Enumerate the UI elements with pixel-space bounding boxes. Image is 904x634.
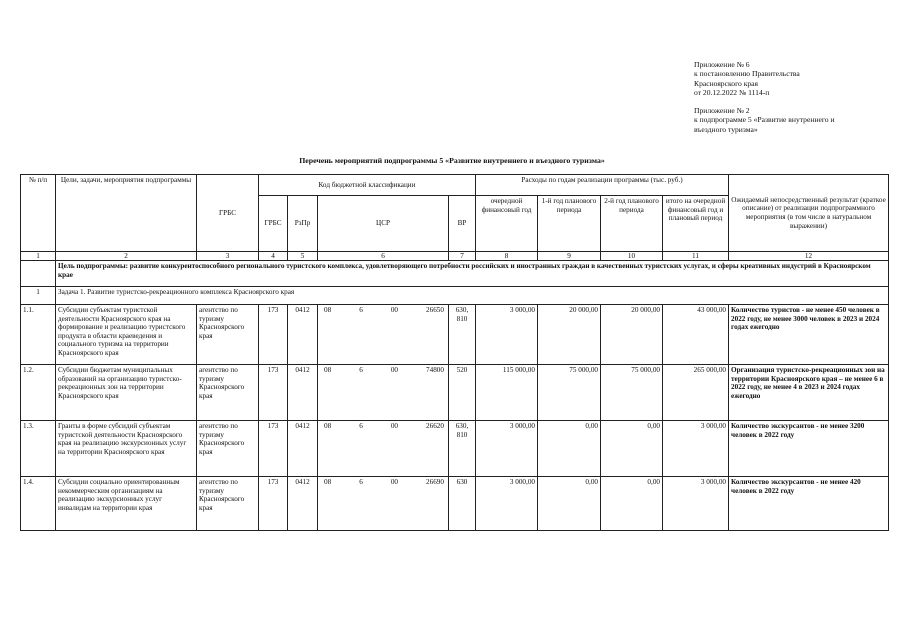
row-year-2: 75 000,00 — [538, 365, 601, 421]
header-year-1: очередной финансовый год — [476, 196, 538, 252]
row-grbs: 173 — [259, 305, 288, 365]
measures-table — [20, 174, 889, 531]
row-name: Гранты в форме субсидий субъектам туристской деятельности Красноярского края на реализацию экскурсионных услуг на территории Красноярского края — [56, 421, 197, 477]
row-name: Субсидии бюджетам муниципальных образований на организацию туристско-рекреационных зон на территории Красноярского края — [56, 365, 197, 421]
header-csr: ЦСР — [318, 196, 449, 252]
column-number-row — [21, 252, 889, 261]
row-vr: 630 — [449, 477, 476, 531]
csr-part: 6 — [359, 422, 363, 430]
header-expenses-group: Расходы по годам реализации программы (тыс. руб.) — [476, 175, 729, 196]
goal-text: Цель подпрограммы: развитие конкурентоспособного регионального туристского комплекса, удовлетворяющего потребности российских и иностранных граждан в качественных туристских услугах, и сферы креативных индустрий в Красноярском крае — [56, 261, 889, 287]
column-number: 2 — [56, 252, 197, 261]
row-rzpr: 0412 — [288, 305, 318, 365]
row-year-1: 3 000,00 — [476, 305, 538, 365]
csr-part: 00 — [390, 422, 398, 430]
row-num: 1.3. — [21, 421, 56, 477]
approval-block-decree — [694, 60, 800, 98]
row-grbs-name: агентство по туризму Красноярского края — [197, 477, 259, 531]
row-csr — [318, 421, 449, 477]
row-grbs: 173 — [259, 477, 288, 531]
row-year-3: 0,00 — [601, 421, 663, 477]
csr-part: 08 — [324, 478, 332, 486]
row-csr — [318, 305, 449, 365]
row-result: Организация туристско-рекреационных зон на территории Красноярского края – не менее 6 в 2022 году, не менее 4 в 2023 и 2024 годах ежегодно — [729, 365, 889, 421]
header-year-2: 1-й год планового периода — [538, 196, 601, 252]
row-year-2: 0,00 — [538, 477, 601, 531]
row-num: 1.4. — [21, 477, 56, 531]
task-text: Задача 1. Развитие туристско-рекреационного комплекса Красноярского края — [56, 287, 889, 305]
header-grbs: ГРБС — [259, 196, 288, 252]
csr-part: 00 — [390, 306, 398, 314]
row-rzpr: 0412 — [288, 477, 318, 531]
task-num: 1 — [21, 287, 56, 305]
row-name: Субсидии социально ориентированным некоммерческим организациям на реализацию экскурсионных услуг инвалидам на территории края — [56, 477, 197, 531]
row-rzpr: 0412 — [288, 421, 318, 477]
goal-num-cell — [21, 261, 56, 287]
csr-part: 00 — [390, 366, 398, 374]
csr-part: 00 — [390, 478, 398, 486]
row-year-1: 115 000,00 — [476, 365, 538, 421]
row-vr: 630, 810 — [449, 305, 476, 365]
row-total: 3 000,00 — [663, 477, 729, 531]
table-row — [21, 477, 889, 531]
csr-part: 26650 — [426, 306, 444, 314]
approval-line: въездного туризма» — [694, 124, 758, 134]
row-year-2: 20 000,00 — [538, 305, 601, 365]
column-number: 1 — [21, 252, 56, 261]
table-row — [21, 365, 889, 421]
csr-part: 6 — [359, 478, 363, 486]
row-year-1: 3 000,00 — [476, 421, 538, 477]
row-grbs-name: агентство по туризму Красноярского края — [197, 365, 259, 421]
row-grbs-name: агентство по туризму Красноярского края — [197, 305, 259, 365]
row-vr: 630, 810 — [449, 421, 476, 477]
csr-part: 6 — [359, 306, 363, 314]
column-number: 3 — [197, 252, 259, 261]
approval-line: от 20.12.2022 № 1114-п — [694, 88, 770, 98]
row-total: 43 000,00 — [663, 305, 729, 365]
row-total: 265 000,00 — [663, 365, 729, 421]
csr-part: 6 — [359, 366, 363, 374]
row-csr — [318, 477, 449, 531]
header-total: итого на очередной финансовый год и плановый период — [663, 196, 729, 252]
row-vr: 520 — [449, 365, 476, 421]
row-rzpr: 0412 — [288, 365, 318, 421]
row-year-1: 3 000,00 — [476, 477, 538, 531]
column-number: 4 — [259, 252, 288, 261]
row-result: Количество экскурсантов - не менее 3200 человек в 2022 году — [729, 421, 889, 477]
column-number: 6 — [318, 252, 449, 261]
column-number: 5 — [288, 252, 318, 261]
row-total: 3 000,00 — [663, 421, 729, 477]
approval-line: к подпрограмме 5 «Развитие внутреннего и — [694, 115, 835, 125]
column-number: 8 — [476, 252, 538, 261]
header-year-3: 2-й год планового периода — [601, 196, 663, 252]
row-result: Количество экскурсантов - не менее 420 человек в 2022 году — [729, 477, 889, 531]
header-vr: ВР — [449, 196, 476, 252]
column-number: 12 — [729, 252, 889, 261]
row-num: 1.2. — [21, 365, 56, 421]
csr-part: 26690 — [426, 478, 444, 486]
csr-part: 74800 — [426, 366, 444, 374]
header-grbs-group: ГРБС — [197, 175, 259, 252]
approval-block-subprogram — [694, 106, 835, 134]
approval-line: Приложение № 6 — [694, 60, 750, 69]
csr-part: 26620 — [426, 422, 444, 430]
header-row-1 — [21, 175, 889, 196]
row-num: 1.1. — [21, 305, 56, 365]
row-result: Количество туристов - не менее 450 человек в 2022 году, не менее 3000 человек в 2023 и 2024 годах ежегодно — [729, 305, 889, 365]
column-number: 7 — [449, 252, 476, 261]
row-year-3: 75 000,00 — [601, 365, 663, 421]
column-number: 9 — [538, 252, 601, 261]
header-goals: Цели, задачи, мероприятия подпрограммы — [56, 175, 197, 252]
row-grbs: 173 — [259, 421, 288, 477]
row-year-3: 20 000,00 — [601, 305, 663, 365]
row-grbs-name: агентство по туризму Красноярского края — [197, 421, 259, 477]
csr-part: 08 — [324, 422, 332, 430]
task-row — [21, 287, 889, 305]
header-code-group: Код бюджетной классификации — [259, 175, 476, 196]
csr-part: 08 — [324, 306, 332, 314]
approval-line: Приложение № 2 — [694, 106, 750, 115]
table-row — [21, 421, 889, 477]
header-rzpr: РзПр — [288, 196, 318, 252]
approval-line: к постановлению Правительства — [694, 69, 800, 79]
column-number: 11 — [663, 252, 729, 261]
row-year-3: 0,00 — [601, 477, 663, 531]
approval-line: Красноярского края — [694, 78, 759, 88]
table-row — [21, 305, 889, 365]
row-year-2: 0,00 — [538, 421, 601, 477]
csr-part: 08 — [324, 366, 332, 374]
goal-row — [21, 261, 889, 287]
row-csr — [318, 365, 449, 421]
column-number: 10 — [601, 252, 663, 261]
row-name: Субсидии субъектам туристской деятельности Красноярского края на формирование и реализацию туристского продукта в области краеведения и социального туризма на территории Красноярского края — [56, 305, 197, 365]
header-num: № п/п — [21, 175, 56, 252]
document-title: Перечень мероприятий подпрограммы 5 «Развитие внутреннего и въездного туризма» — [299, 156, 605, 165]
row-grbs: 173 — [259, 365, 288, 421]
header-result: Ожидаемый непосредственный результат (краткое описание) от реализации подпрограммного мероприятия (в том числе в натуральном выражении) — [729, 175, 889, 252]
